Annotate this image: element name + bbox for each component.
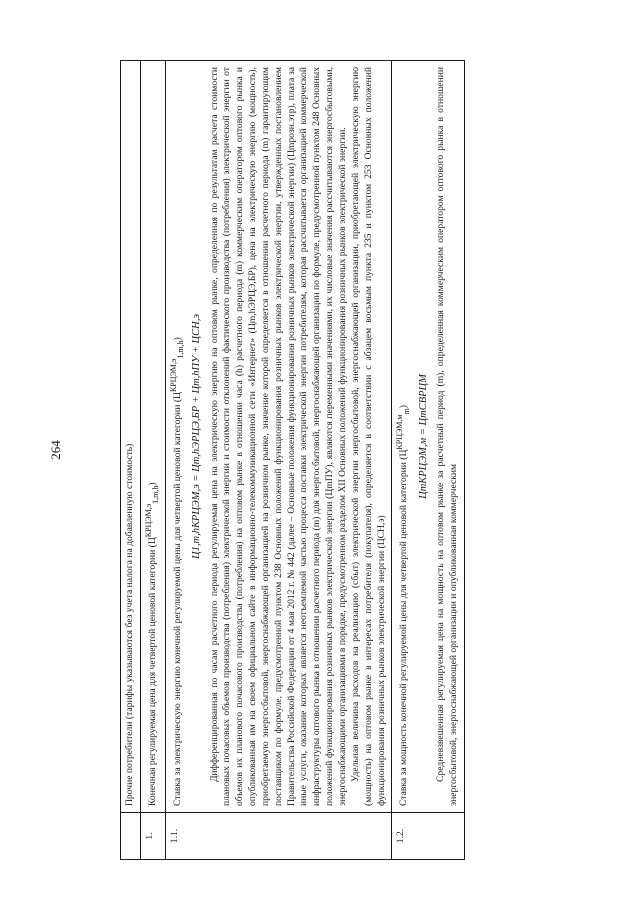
row-label-cell (121, 61, 141, 813)
row-body-cell (165, 61, 392, 813)
final-price-label: Конечная регулируемая цена для четвертой ценовой категории (Ц (147, 537, 159, 806)
label-tail: ) (147, 482, 159, 486)
energy-rate-formula: Ц1,m,hКРЦЭМ,э = Цm,hЭРЦЭ,БР + Цm,hПУ + ЦСН,э (191, 314, 203, 559)
energy-rate-paragraph-2: Удельная величина расходов на реализацию (сбыт) электрической энергии энергосбытовой, энергоснабжающей организации, приобретающей электрическую энергию (мощность) на оптовом рынке в интересах потребителя (покупателя), определяется в соответствии с абзацем восьмым пункта 235 и пунктом 253 Основных положений функционирования розничных рынков электрической энергии (ЦСН,э) (349, 67, 387, 806)
label-subscript: 1,m,h (175, 340, 185, 359)
row-body-cell (392, 61, 465, 813)
label-tail: ) (171, 337, 183, 341)
row-label-cell (140, 61, 165, 813)
capacity-rate-label (395, 67, 413, 806)
table-row (121, 61, 141, 860)
table-row (165, 61, 392, 860)
row-number-cell: 1. (140, 813, 165, 860)
other-consumers-label: Прочие потребители (тарифы указываются без учета налога на добавленную стоимость) (124, 443, 135, 806)
row-number-cell: 1.2. (392, 813, 465, 860)
energy-rate-label (169, 67, 187, 806)
label-superscript: КРЦЭМ,э (168, 358, 178, 393)
label-superscript: КРЦЭМ,м (395, 414, 405, 450)
energy-rate-label-text: Ставка за электрическую энергию конечной регулируемой цены для четвертой ценовой категории (Ц (171, 392, 183, 806)
rotated-page (48, 0, 640, 900)
label-tail: ) (398, 405, 410, 409)
row-number-cell: 1.1. (165, 813, 392, 860)
capacity-rate-label-text: Ставка за мощность конечной регулируемой цены для четвертой ценовой категории (Ц (398, 449, 410, 806)
energy-rate-paragraph-1: Дифференцированная по часам расчетного периода регулируемая цена на электрическую энергию на оптовом рынке, определенная по результатам расчета стоимости плановых почасовых объемов производства (потребления) электрической энергии и стоимости отклонений фактического производства (потребления) электрической энергии от объемов их планового почасового производства (потребления) на оптовом рынке в отношении часа (h) расчетного периода (m) коммерческим оператором оптового рынка и опубликованная им на своем официальном сайте в информационно-телекоммуникационной сети «Интернет» (Цm,hЭРЦЭ,БР), цена на электрическую энергию (мощность), приобретаемую энергосбытовой, энергоснабжающей организацией на розничном рынке, значение которой определяется в отношении расчетного периода (m) гарантирующим поставщиком по формуле, предусмотренной пунктом 238 Основных положений функционирования розничных рынков электрической энергии, утвержденных постановлением Правительства Российской Федерации от 4 мая 2012 г. № 442 (далее – Основные положения функционирования розничных рынков электрической энергии) (Цmрозн.этр), плата за иные услуги, оказание которых является неотъемлемой частью процесса поставки электрической энергии потребителям, которая рассчитывается организацией коммерческой инфраструктуры оптового рынка в отношении расчетного периода (m) для энергосбытовой, энергоснабжающей организации по формуле, предусмотренной пунктом 248 Основных положений функционирования розничных рынков электрической энергии (ЦmПУ), являются переменными значениями, их числовые значения рассчитываются энергосбытовыми, энергоснабжающими организациями в порядке, предусмотренном разделом XII Основных положений функционирования розничных рынков электрической энергии. (208, 67, 348, 806)
table-row (392, 61, 465, 860)
label-superscript: КРЦЭМ,э (143, 503, 153, 538)
capacity-rate-formula: ЦmКРЦЭМ,м = ЦmСВРЦМ (418, 374, 430, 499)
page-number: 264 (48, 440, 63, 460)
table-row (140, 61, 165, 860)
label-subscript: 1,m,h (150, 485, 160, 504)
tariff-table (120, 60, 465, 860)
label-subscript: m (402, 408, 412, 415)
row-number-cell (121, 813, 141, 860)
capacity-rate-paragraph-1: Средневзвешенная регулируемая цена на мощность на оптовом рынке за расчетный период (m), определенная коммерческим оператором оптового рынка в отношении энергосбытовой, энергоснабжающей организации и опубликованная коммерческим (435, 67, 460, 806)
